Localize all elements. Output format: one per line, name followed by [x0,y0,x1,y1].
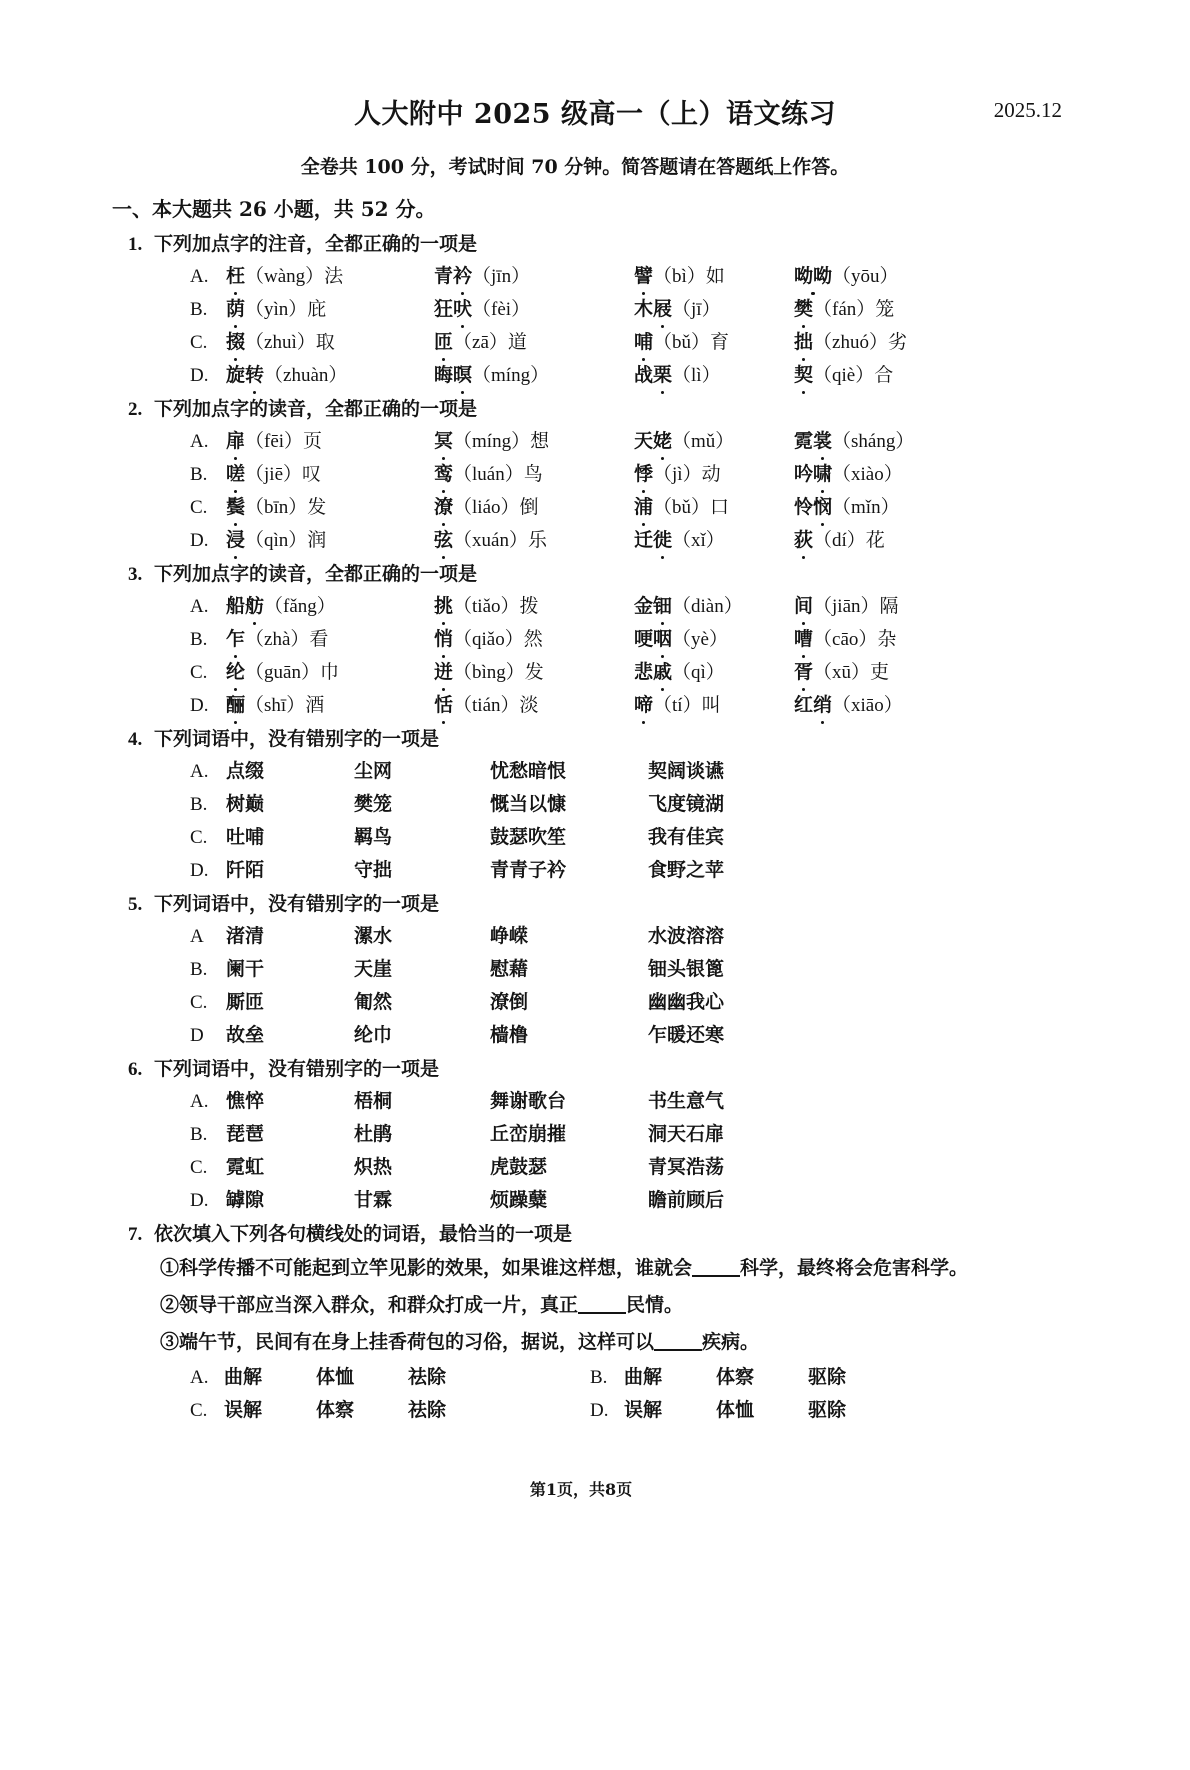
sentence-text-before: 端午节，民间有在身上挂香荷包的习俗，据说，这样可以 [179,1331,655,1353]
option-item: 青青子衿 [490,859,567,881]
marked-character: 哺 [634,327,653,354]
option-item: 守拙 [354,859,393,881]
option-item: 渚清 [226,925,265,947]
question-number: 7. [128,1224,143,1245]
option-row[interactable] [190,357,1190,390]
option-item: 幽幽我心 [648,991,725,1013]
answer-blank[interactable] [692,1275,740,1277]
option-item: 吟啸（xiào） [794,459,964,486]
option-label: A. [190,1367,209,1388]
marked-character: 冥 [434,426,453,453]
option-list [190,1359,1190,1425]
option-word: 体恤 [316,1366,355,1388]
option-row[interactable] [190,522,1190,555]
option-item: 飞度镜湖 [648,793,725,815]
option-item: 冥（míng）想 [434,426,634,453]
question-stem [128,1216,1190,1248]
marked-character: 钿 [653,591,672,618]
option-item: 弦（xuán）乐 [434,525,634,552]
option-row[interactable] [190,1116,1190,1149]
marked-character: 迸 [434,657,453,684]
option-item: 青冥浩荡 [648,1156,725,1178]
option-row[interactable] [190,753,1190,786]
sentence-marker: ③ [160,1331,180,1353]
option-word: 祛除 [408,1399,447,1421]
option-list [190,1083,1190,1215]
option-label: C. [190,662,208,683]
marked-character: 戚 [653,657,672,684]
sentence-text-after: 科学，最终将会危害科学。 [740,1257,969,1279]
marked-character: 鬓 [226,492,245,519]
marked-character: 啸 [813,459,832,486]
option-item: 钿头银篦 [648,958,725,980]
option-item: 虎鼓瑟 [490,1156,548,1178]
question-block [0,226,1190,390]
option-list [190,423,1190,555]
option-list [190,918,1190,1050]
sentence-text-before: 领导干部应当深入群众，和群众打成一片，真正 [179,1294,579,1316]
option-row[interactable] [190,1017,1190,1050]
option-item: 故垒 [226,1024,265,1046]
option-label: D. [590,1400,609,1421]
option-row[interactable] [190,258,1190,291]
option-item: 瞻前顾后 [648,1189,725,1211]
marked-character: 悯 [813,492,832,519]
option-label: D [190,1025,204,1046]
marked-character: 扉 [226,426,245,453]
marked-character: 弦 [434,525,453,552]
option-word: 误解 [224,1399,263,1421]
marked-character: 恬 [434,690,453,717]
option-label: D. [190,1190,209,1211]
fill-in-sentence [160,1248,1190,1285]
option-item: 漯水 [354,925,393,947]
marked-character: 屐 [653,294,672,321]
question-text: 下列词语中，没有错别字的一项是 [154,1058,440,1080]
question-text: 下列加点字的读音，全都正确的一项是 [154,563,478,585]
option-item: 迁徙（xǐ） [634,525,794,552]
exam-instructions: 全卷共 100 分，考试时间 70 分钟。简答题请在答题纸上作答。 [300,156,850,178]
marked-character: 衿 [453,261,472,288]
option-row[interactable] [190,489,1190,522]
option-row[interactable] [190,852,1190,885]
marked-character: 悄 [434,624,453,651]
option-item: 悄（qiǎo）然 [434,624,634,651]
question-stem [128,391,1190,423]
marked-character: 挑 [434,591,453,618]
option-item: 烦躁糵 [490,1189,548,1211]
option-item: 甘霖 [354,1189,393,1211]
document-header [0,92,1190,136]
option-item: 鼓瑟吹笙 [490,826,567,848]
option-item: 船舫（fǎng） [226,591,434,618]
option-item: 水波溶溶 [648,925,725,947]
option-item: 慰藉 [490,958,529,980]
option-row[interactable] [190,324,1190,357]
option-label: A. [190,431,209,452]
option-word: 曲解 [224,1366,263,1388]
marked-character: 纶 [226,657,245,684]
option-item: 浸（qìn）润 [226,525,434,552]
option-list [190,753,1190,885]
option-item: 峥嵘 [490,925,529,947]
question-7 [0,1216,1190,1425]
option-row[interactable] [190,786,1190,819]
exam-date: 2025.12 [993,98,1062,122]
marked-character: 吠 [453,294,472,321]
answer-blank[interactable] [578,1312,626,1314]
option-row[interactable] [190,1149,1190,1182]
option-word: 驱除 [808,1366,847,1388]
marked-character: 呦呦 [794,261,832,288]
marked-character: 悸 [634,459,653,486]
option-label: D. [190,530,209,551]
option-row[interactable] [190,456,1190,489]
option-item: 酾（shī）酒 [226,690,434,717]
question-text: 下列加点字的读音，全都正确的一项是 [154,398,478,420]
option-label: D. [190,860,209,881]
option-label: C. [190,332,208,353]
option-label: B. [190,299,208,320]
question-block [0,556,1190,720]
option-item: 洞天石扉 [648,1123,725,1145]
question-stem [128,556,1190,588]
option-label: A [190,926,204,947]
option-item: 樊（fán）笼 [794,294,964,321]
option-item: 红绡（xiāo） [794,690,964,717]
option-item: 呦呦（yōu） [794,261,964,288]
option-label: B. [190,794,208,815]
exam-page [0,92,1190,1770]
marked-character: 间 [794,591,813,618]
option-item: 鬓（bīn）发 [226,492,434,519]
option-item: 譬（bì）如 [634,261,794,288]
question-number: 6. [128,1059,143,1080]
sentence-marker: ① [160,1257,180,1279]
question-block [0,1051,1190,1215]
option-item: 荫（yìn）庇 [226,294,434,321]
option-item: 扉（fēi）页 [226,426,434,453]
marked-character: 鸾 [434,459,453,486]
option-group[interactable] [190,1362,590,1389]
option-item: 阑干 [226,958,265,980]
option-item: 罅隙 [226,1189,265,1211]
option-item: 琵琶 [226,1123,265,1145]
option-item: 匝（zā）道 [434,327,634,354]
option-item: 霓裳（sháng） [794,426,964,453]
option-word: 体察 [716,1366,755,1388]
option-item: 忧愁暗恨 [490,760,567,782]
option-item: 纶（guān）巾 [226,657,434,684]
option-group[interactable] [190,1395,590,1422]
option-item: 浦（bǔ）口 [634,492,794,519]
section-heading: 一、本大题共 26 小题，共 52 分。 [112,197,436,221]
option-item: 食野之苹 [648,859,725,881]
marked-character: 拙 [794,327,813,354]
option-item: 憔悴 [226,1090,265,1112]
sentence-text-after: 疾病。 [702,1331,760,1353]
marked-character: 浸 [226,525,245,552]
marked-character: 咽 [653,624,672,651]
option-row[interactable] [190,1392,1190,1425]
marked-character: 樊 [794,294,813,321]
option-word: 体察 [316,1399,355,1421]
fill-in-sentence [160,1285,1190,1322]
question-block [0,391,1190,555]
option-word: 误解 [624,1399,663,1421]
option-item: 潦倒 [490,991,529,1013]
page-title: 人大附中 2025 级高一（上）语文练习 [354,99,836,130]
marked-character: 栗 [653,360,672,387]
question-number: 3. [128,564,143,585]
option-item: 树巅 [226,793,265,815]
marked-character: 胥 [794,657,813,684]
option-label: C. [190,497,208,518]
option-item: 潦（liáo）倒 [434,492,634,519]
question-number: 1. [128,234,143,255]
marked-character: 掇 [226,327,245,354]
option-item: 荻（dí）花 [794,525,964,552]
option-item: 哽咽（yè） [634,624,794,651]
option-row[interactable] [190,654,1190,687]
option-row[interactable] [190,918,1190,951]
option-item: 舞谢歌台 [490,1090,567,1112]
option-item: 乍（zhà）看 [226,624,434,651]
option-item: 我有佳宾 [648,826,725,848]
question-number: 2. [128,399,143,420]
question-number: 4. [128,729,143,750]
option-word: 祛除 [408,1366,447,1388]
option-item: 樊笼 [354,793,393,815]
option-label: A. [190,596,209,617]
marked-character: 酾 [226,690,245,717]
option-label: D. [190,695,209,716]
marked-character: 姥 [653,426,672,453]
option-word: 曲解 [624,1366,663,1388]
option-row[interactable] [190,984,1190,1017]
marked-character: 荫 [226,294,245,321]
marked-character: 譬 [634,261,653,288]
option-label: C. [190,1400,208,1421]
option-row[interactable] [190,819,1190,852]
sentence-marker: ② [160,1294,180,1316]
option-item: 狂吠（fèi） [434,294,634,321]
option-row[interactable] [190,1083,1190,1116]
marked-character: 乍 [226,624,245,651]
fill-in-sentence [160,1322,1190,1359]
option-item: 怜悯（mǐn） [794,492,964,519]
option-item: 天姥（mǔ） [634,426,794,453]
option-item: 鸾（luán）鸟 [434,459,634,486]
option-label: A. [190,1091,209,1112]
sentence-text-after: 民情。 [626,1294,684,1316]
sentence-text-before: 科学传播不可能起到立竿见影的效果，如果谁这样想，谁就会 [179,1257,693,1279]
option-label: B. [190,629,208,650]
option-row[interactable] [190,951,1190,984]
option-item: 拙（zhuó）劣 [794,327,964,354]
option-group[interactable] [590,1362,968,1389]
option-item: 啼（tí）叫 [634,690,794,717]
question-text: 依次填入下列各句横线处的词语，最恰当的一项是 [154,1223,573,1245]
option-item: 恬（tián）淡 [434,690,634,717]
option-item: 炽热 [354,1156,393,1178]
question-text: 下列加点字的注音，全都正确的一项是 [154,233,478,255]
option-item: 战栗（lì） [634,360,794,387]
option-item: 悸（jì）动 [634,459,794,486]
marked-character: 暝 [453,360,472,387]
option-item: 悲戚（qì） [634,657,794,684]
marked-character: 荻 [794,525,813,552]
option-item: 纶巾 [354,1024,393,1046]
option-row[interactable] [190,687,1190,720]
option-item: 青衿（jīn） [434,261,634,288]
question-number: 5. [128,894,143,915]
option-label: C. [190,1157,208,1178]
marked-character: 啼 [634,690,653,717]
option-item: 胥（xū）吏 [794,657,964,684]
option-row[interactable] [190,1359,1190,1392]
option-item: 间（jiān）隔 [794,591,964,618]
marked-character: 浦 [634,492,653,519]
option-label: B. [190,959,208,980]
option-item: 杜鹃 [354,1123,393,1145]
question-stem [128,721,1190,753]
option-row[interactable] [190,423,1190,456]
option-label: C. [190,992,208,1013]
option-label: B. [190,464,208,485]
option-word: 体恤 [716,1399,755,1421]
option-item: 掇（zhuì）取 [226,327,434,354]
question-stem [128,886,1190,918]
question-text: 下列词语中，没有错别字的一项是 [154,728,440,750]
option-label: C. [190,827,208,848]
marked-character: 枉 [226,261,245,288]
option-item: 书生意气 [648,1090,725,1112]
option-item: 樯橹 [490,1024,529,1046]
question-text: 下列词语中，没有错别字的一项是 [154,893,440,915]
option-row[interactable] [190,291,1190,324]
option-group[interactable] [590,1395,968,1422]
option-item: 木屐（jī） [634,294,794,321]
option-label: A. [190,266,209,287]
marked-character: 嗟 [226,459,245,486]
marked-character: 转 [245,360,264,387]
option-item: 羁鸟 [354,826,393,848]
option-item: 枉（wàng）法 [226,261,434,288]
option-row[interactable] [190,1182,1190,1215]
option-item: 晦暝（míng） [434,360,634,387]
answer-blank[interactable] [654,1349,702,1351]
option-item: 丘峦崩摧 [490,1123,567,1145]
marked-character: 舫 [245,591,264,618]
marked-character: 匝 [434,327,453,354]
option-item: 挑（tiǎo）拨 [434,591,634,618]
option-item: 霓虹 [226,1156,265,1178]
option-item: 哺（bǔ）育 [634,327,794,354]
question-block [0,886,1190,1050]
option-item: 厮匝 [226,991,265,1013]
question-stem [128,226,1190,258]
page-footer: 第1页，共8页 [529,1480,633,1499]
option-item: 契阔谈䜩 [648,760,725,782]
option-list [190,258,1190,390]
option-label: D. [190,365,209,386]
option-label: B. [590,1367,608,1388]
option-item: 嘈（cāo）杂 [794,624,964,651]
option-item: 梧桐 [354,1090,393,1112]
option-item: 金钿（diàn） [634,591,794,618]
option-item: 点缀 [226,760,265,782]
marked-character: 嘈 [794,624,813,651]
marked-character: 潦 [434,492,453,519]
option-item: 嗟（jiē）叹 [226,459,434,486]
marked-character: 绡 [813,690,832,717]
option-label: A. [190,761,209,782]
marked-character: 徙 [653,525,672,552]
option-item: 阡陌 [226,859,265,881]
option-item: 乍暖还寒 [648,1024,725,1046]
question-block [0,721,1190,885]
option-item: 吐哺 [226,826,265,848]
option-item: 匍然 [354,991,393,1013]
marked-character: 裳 [813,426,832,453]
option-word: 驱除 [808,1399,847,1421]
question-stem [128,1051,1190,1083]
option-item: 天崖 [354,958,393,980]
marked-character: 契 [794,360,813,387]
option-item: 慨当以慷 [490,793,567,815]
option-list [190,588,1190,720]
option-label: B. [190,1124,208,1145]
option-item: 尘网 [354,760,393,782]
option-row[interactable] [190,621,1190,654]
questions-container [0,226,1190,1215]
option-row[interactable] [190,588,1190,621]
option-item: 契（qiè）合 [794,360,964,387]
option-item: 旋转（zhuàn） [226,360,434,387]
option-item: 迸（bìng）发 [434,657,634,684]
